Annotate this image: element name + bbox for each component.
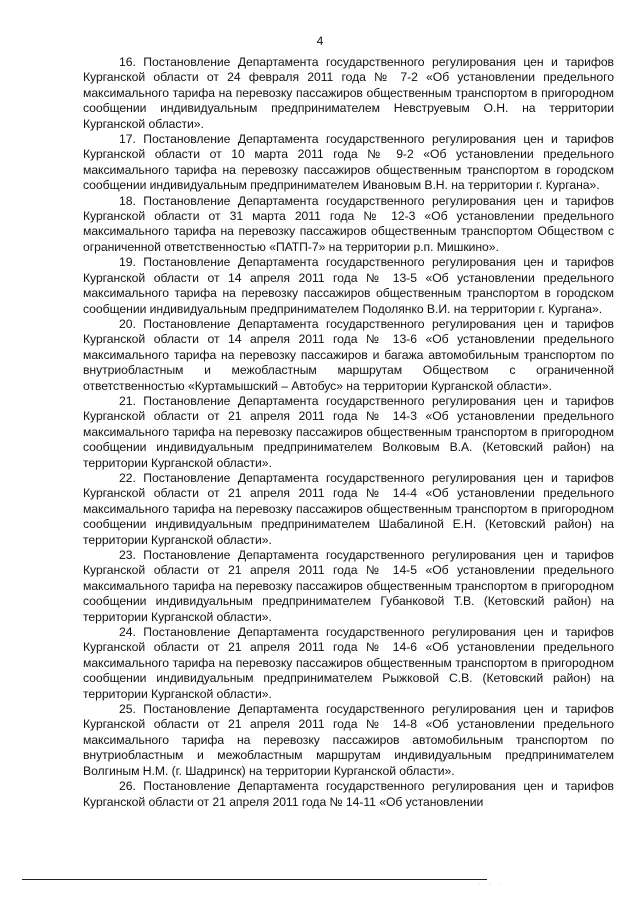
list-item: 25. Постановление Департамента государственного регулирования цен и тарифов Курганской области от 21 апреля 2011 года № 14-8 «Об установлении предельного максимального тарифа на перевозку пассажиров автомобильным транспортом по внутриобластным и межобластным маршрутам индивидуальным предпринимателем Волгиным Н.М. (г. Шадринск) на территории Курганской области». <box>83 702 614 778</box>
list-item: 26. Постановление Департамента государственного регулирования цен и тарифов Курганской области от 21 апреля 2011 года № 14-11 «Об установлении <box>83 779 614 809</box>
page-number: 4 <box>316 34 324 48</box>
list-item: 21. Постановление Департамента государственного регулирования цен и тарифов Курганской области от 21 апреля 2011 года № 14-3 «Об установлении предельного максимального тарифа на перевозку пассажиров общественным транспортом в пригородном сообщении индивидуальным предпринимателем Волковым В.А. (Кетовский район) на территории Курганской области». <box>83 393 614 470</box>
list-item: 16. Постановление Департамента государственного регулирования цен и тарифов Курганской области от 24 февраля 2011 года № 7-2 «Об установлении предельного максимального тарифа на перевозку пассажиров общественным транспортом в пригородном сообщении индивидуальным предпринимателем Невструевым О.Н. на территории Курганской области». <box>83 55 614 131</box>
list-item: 19. Постановление Департамента государственного регулирования цен и тарифов Курганской области от 14 апреля 2011 года № 13-5 «Об установлении предельного максимального тарифа на перевозку пассажиров общественным транспортом в городском сообщении индивидуальным предпринимателем Подолянко В.И. на территории г. Кургана». <box>83 255 614 316</box>
list-item: 18. Постановление Департамента государственного регулирования цен и тарифов Курганской области от 31 марта 2011 года № 12-3 «Об установлении предельного максимального тарифа на перевозку пассажиров общественным транспортом Обществом с ограниченной ответственностью «ПАТП-7» на территории р.п. Мишкино». <box>83 193 614 254</box>
list-item: 24. Постановление Департамента государственного регулирования цен и тарифов Курганской области от 21 апреля 2011 года № 14-6 «Об установлении предельного максимального тарифа на перевозку пассажиров общественным транспортом в пригородном сообщении индивидуальным предпринимателем Рыжковой С.В. (Кетовский район) на территории Курганской области». <box>83 625 614 701</box>
list-item: 23. Постановление Департамента государственного регулирования цен и тарифов Курганской области от 21 апреля 2011 года № 14-5 «Об установлении предельного максимального тарифа на перевозку пассажиров общественным транспортом в пригородном сообщении индивидуальным предпринимателем Губанковой Т.В. (Кетовский район) на территории Курганской области». <box>83 548 614 624</box>
list-item: 22. Постановление Департамента государственного регулирования цен и тарифов Курганской области от 21 апреля 2011 года № 14-4 «Об установлении предельного максимального тарифа на перевозку пассажиров общественным транспортом в пригородном сообщении индивидуальным предпринимателем Шабалиной Е.Н. (Кетовский район) на территории Курганской области». <box>83 470 614 547</box>
page-bottom-divider <box>22 879 487 880</box>
list-item: 20. Постановление Департамента государственного регулирования цен и тарифов Курганской области от 14 апреля 2011 года № 13-6 «Об установлении предельного максимального тарифа на перевозку пассажиров и багажа автомобильным транспортом по внутриобластным и межобластным маршрутам Обществом с ограниченной ответственностью «Куртамышский – Автобус» на территории Курганской области». <box>83 316 614 393</box>
list-item: 17. Постановление Департамента государственного регулирования цен и тарифов Курганской области от 10 марта 2011 года № 9-2 «Об установлении предельного максимального тарифа на перевозку пассажиров общественным транспортом в городском сообщении индивидуальным предпринимателем Ивановым В.Н. на территории г. Кургана». <box>83 132 614 193</box>
document-body <box>83 55 614 810</box>
scan-artifact: · · · <box>478 880 506 889</box>
